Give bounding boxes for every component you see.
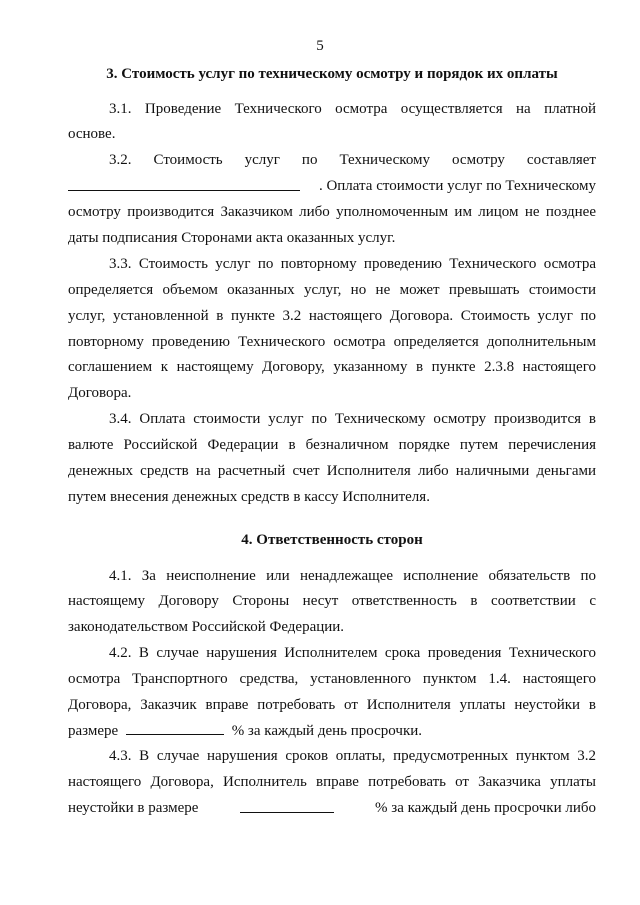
para-3-2-line-3: осмотру производится Заказчиком либо уполномоченным им лицом не позднее [68, 204, 596, 220]
para-4-3-line-3-prefix: неустойки в размере [68, 800, 199, 816]
para-3-4-line-4: путем внесения денежных средств в кассу Исполнителя. [68, 489, 430, 505]
section-3-heading: 3. Стоимость услуг по техническому осмотру и порядок их оплаты [106, 66, 558, 82]
para-4-2-line-4-prefix: размере [68, 723, 119, 739]
para-3-3-line-2: определяется объемом оказанных услуг, но не может превышать стоимости [68, 282, 596, 298]
para-3-2-line-2-text: . Оплата стоимости услуг по Техническому [318, 178, 596, 194]
para-3-3-line-1: 3.3. Стоимость услуг по повторному проведению Технического осмотра [109, 256, 596, 272]
para-3-2-line-1: 3.2. Стоимость услуг по Техническому осмотру составляет [109, 152, 596, 168]
penalty-percent-blank-field [126, 720, 224, 735]
para-4-3-line-1: 4.3. В случае нарушения сроков оплаты, предусмотренных пунктом 3.2 [109, 748, 596, 764]
page-number: 5 [316, 38, 324, 54]
para-3-4-line-3: денежных средств на расчетный счет Исполнителя либо наличными деньгами [68, 463, 596, 479]
para-3-1-line-2: основе. [68, 126, 116, 142]
para-4-3-line-2: настоящего Договора, Исполнитель вправе потребовать от Заказчика уплаты [68, 774, 596, 790]
section-4-heading: 4. Ответственность сторон [241, 532, 423, 548]
para-4-2-line-2: осмотра Транспортного средства, установленного пунктом 1.4. настоящего [68, 671, 596, 687]
para-3-4-line-1: 3.4. Оплата стоимости услуг по Техническому осмотру производится в [109, 411, 596, 427]
para-3-3-line-4: повторному проведению Технического осмотра определяется дополнительным [68, 334, 596, 350]
para-4-2-line-1: 4.2. В случае нарушения Исполнителем срока проведения Технического [109, 645, 596, 661]
para-4-1-line-1: 4.1. За неисполнение или ненадлежащее исполнение обязательств по [109, 568, 596, 584]
para-3-2-line-4: даты подписания Сторонами акта оказанных услуг. [68, 230, 396, 246]
para-3-3-line-6: Договора. [68, 385, 132, 401]
para-3-3-line-3: услуг, установленной в пункте 3.2 настоящего Договора. Стоимость услуг по [68, 308, 596, 324]
para-4-2-line-4 [68, 720, 596, 741]
para-3-2-line-2 [68, 176, 596, 196]
para-4-3-line-3-suffix: % за каждый день просрочки либо [375, 800, 597, 816]
para-4-2-line-3: Договора, Заказчик вправе потребовать от Исполнителя уплаты неустойки в [68, 697, 596, 713]
para-4-3-line-3 [68, 798, 596, 818]
para-3-1-line-1: 3.1. Проведение Технического осмотра осуществляется на платной [109, 101, 596, 117]
para-4-1-line-3: законодательством Российской Федерации. [68, 619, 345, 635]
amount-blank-field [68, 176, 300, 191]
para-4-2-line-4-suffix: % за каждый день просрочки. [231, 723, 423, 739]
late-payment-percent-blank-field [240, 798, 334, 813]
para-3-3-line-5: соглашением к настоящему Договору, указанному в пункте 2.3.8 настоящего [68, 359, 596, 375]
para-3-4-line-2: валюте Российской Федерации в безналичном порядке путем перечисления [68, 437, 596, 453]
para-4-1-line-2: настоящему Договору Стороны несут ответственность в соответствии с [68, 593, 596, 609]
